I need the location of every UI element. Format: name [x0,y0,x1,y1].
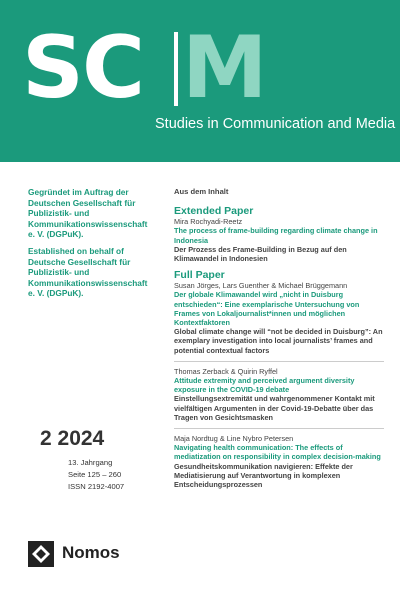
logo-m: M [182,18,266,118]
article-authors: Mira Rochyadi-Reetz [174,217,243,227]
statement-en: Established on behalf of Deutsche Gesellschaft für Publizistik- und Kommunikationswissenschaft e. V. (DGPuK). [28,245,148,299]
article-title: The process of frame-building regarding climate change in Indonesia [174,226,378,245]
contents-heading: Aus dem Inhalt [174,187,229,196]
issue-volume: 13. Jahrgang [68,458,113,467]
section-title-extended: Extended Paper [174,205,254,218]
article-subtitle: Einstellungsextremität und wahrgenommener Kontakt mit vielfältigen Argumenten in der Covid-19-Debatte über das Tragen von Gesichtsmasken [174,394,375,422]
nomos-logo-icon [28,541,54,567]
article-subtitle: Global climate change will “not be decided in Duisburg”: An exemplary investigation into local journalists’ frames and potential contextual factors [174,327,383,355]
issue-pages: Seite 125 – 260 [68,470,122,479]
article[interactable] [174,217,384,263]
article[interactable] [174,367,384,422]
article-authors: Maja Nordtug & Line Nybro Petersen [174,434,294,444]
issue-meta [68,457,124,493]
journal-subtitle: Studies in Communication and Media [155,116,396,132]
article[interactable] [174,281,384,355]
article[interactable] [174,434,384,489]
article-subtitle: Gesundheitskommunikation navigieren: Effekte der Mediatisierung auf Verantwortung in komplexen Entscheidungsprozessen [174,461,353,490]
society-statement [28,187,148,305]
cover-header [0,0,400,162]
article-title: Attitude extremity and perceived argument diversity exposure in the COVID-19 debate [174,376,355,395]
section-title-full: Full Paper [174,269,225,282]
statement-de: Gegründet im Auftrag der Deutschen Gesellschaft für Publizistik- und Kommunikationswissenschaft e. V. (DGPuK). [28,187,148,240]
issue-number: 2 2024 [40,427,105,450]
table-of-contents [174,187,384,495]
journal-logo [22,18,266,118]
article-authors: Susan Jörges, Lars Guenther & Michael Brüggemann [174,281,348,291]
logo-divider [174,32,178,106]
article-title: Der globale Klimawandel wird „nicht in Duisburg entschieden“: Eine exemplarische Untersuchung von Frames von Lokaljournalist*innen und möglichen Kontextfaktoren [174,290,360,328]
publisher-name: Nomos [62,543,120,562]
issue-issn: ISSN 2192-4007 [68,482,125,491]
logo-sc: SC [22,18,144,118]
article-subtitle: Der Prozess des Frame-Building in Bezug auf den Klimawandel in Indonesien [174,244,347,264]
issue-info [40,427,124,493]
article-authors: Thomas Zerback & Quirin Ryffel [174,366,278,376]
article-divider [174,428,384,429]
article-divider [174,361,384,362]
article-title: Navigating health communication: The effects of mediatization on responsibility in complex decision-making [174,443,381,462]
